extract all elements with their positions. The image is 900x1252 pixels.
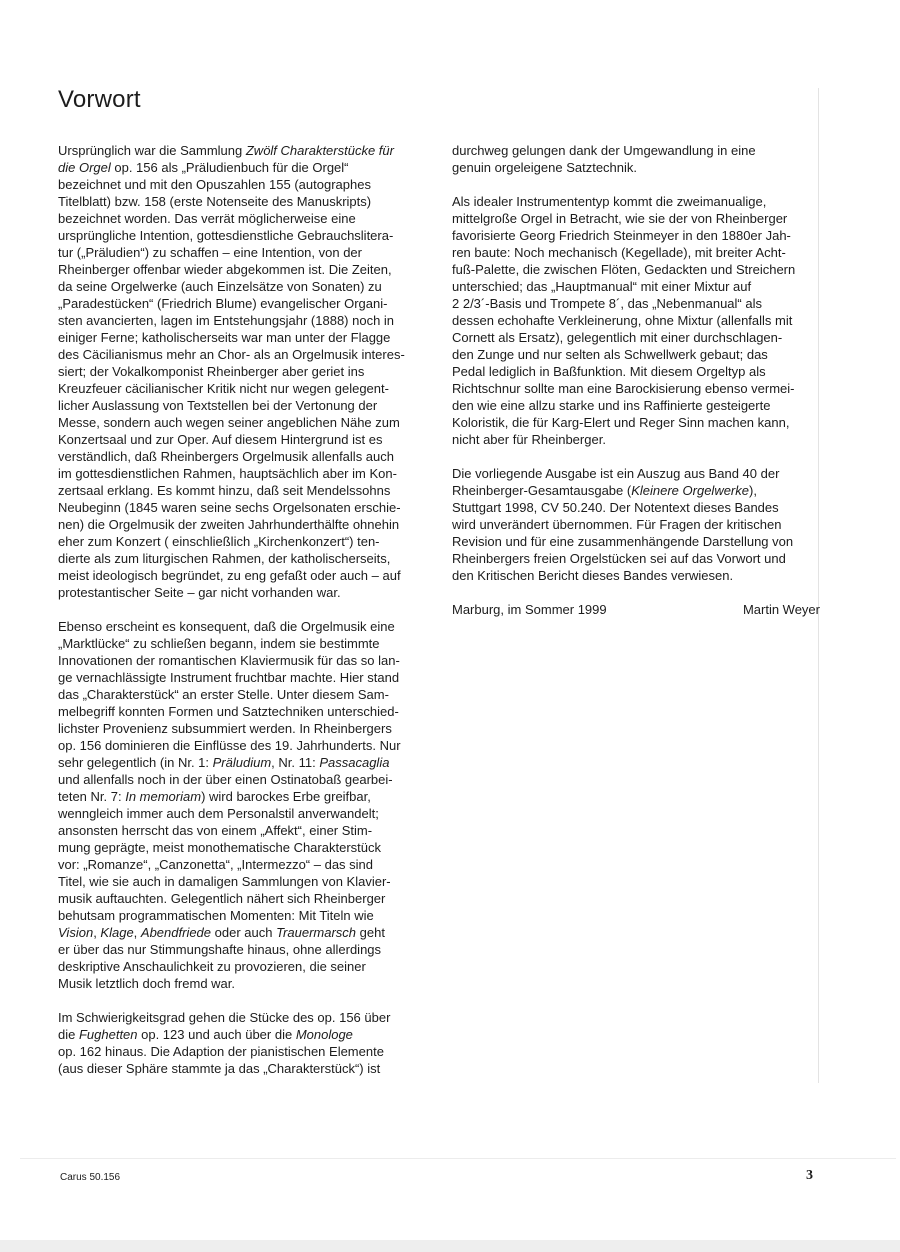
text-line: musik auftauchten. Gelegentlich nähert sich Rheinberger xyxy=(58,891,386,906)
text-line: des Cäcilianismus mehr an Chor- als an Orgelmusik interes- xyxy=(58,347,405,362)
italic-title: Klage xyxy=(100,925,134,940)
text-line: Die vorliegende Ausgabe ist ein Auszug aus Band 40 der xyxy=(452,466,780,481)
text-line: den Kritischen Bericht dieses Bandes verwiesen. xyxy=(452,568,734,583)
text-line: Koloristik, die für Karg-Elert und Reger Sinn machen kann, xyxy=(452,415,790,430)
text-line: Ursprünglich war die Sammlung Zwölf Charakterstücke für xyxy=(58,143,394,158)
text-line: siert; der Vokalkomponist Rheinberger aber geriet ins xyxy=(58,364,365,379)
text-line: er über das nur Stimmungshafte hinaus, ohne allerdings xyxy=(58,942,382,957)
paragraph-gap xyxy=(452,176,820,193)
signature-line xyxy=(452,601,820,618)
page-title: Vorwort xyxy=(58,86,141,113)
signature-place-date: Marburg, im Sommer 1999 xyxy=(452,602,607,617)
text-line: Kreuzfeuer cäcilianischer Kritik nicht nur wegen gelegent- xyxy=(58,381,389,396)
text-line: den Zunge und nur selten als Schwellwerk gebaut; das xyxy=(452,347,768,362)
text-line: op. 156 dominieren die Einflüsse des 19. Jahrhunderts. Nur xyxy=(58,738,401,753)
text-line: ge vernachlässigte Instrument fruchtbar machte. Hier stand xyxy=(58,670,400,685)
text-line: mittelgroße Orgel in Betracht, wie sie der von Rheinberger xyxy=(452,211,788,226)
italic-title: Abendfriede xyxy=(140,925,212,940)
text-line: die Orgel op. 156 als „Präludienbuch für die Orgel“ xyxy=(58,160,349,175)
text-line: Cornett als Ersatz), gelegentlich mit einer durchschlagen- xyxy=(452,330,783,345)
text-line: behutsam programmatischen Momenten: Mit Titeln wie xyxy=(58,908,374,923)
text-line: ursprüngliche Intention, gottesdienstliche Gebrauchslitera- xyxy=(58,228,394,243)
text-line: Neubeginn (1845 waren seine sechs Orgelsonaten erschie- xyxy=(58,500,401,515)
text-line: bezeichnet worden. Das verrät möglicherweise eine xyxy=(58,211,356,226)
paragraph xyxy=(452,465,820,584)
paragraph-gap xyxy=(452,448,820,465)
paragraph-gap xyxy=(452,584,820,601)
text-line: Pedal lediglich in Baßfunktion. Mit diesem Orgeltyp als xyxy=(452,364,766,379)
text-line: meist ideologisch begründet, zu eng gefaßt oder auch – auf xyxy=(58,568,401,583)
text-line: durchweg gelungen dank der Umgewandlung in eine xyxy=(452,143,756,158)
text-line: dierte als zum liturgischen Rahmen, der katholischerseits, xyxy=(58,551,391,566)
text-line: Innovationen der romantischen Klaviermusik für das so lan- xyxy=(58,653,400,668)
italic-title: Trauermarsch xyxy=(276,925,357,940)
italic-title: In memoriam xyxy=(125,789,202,804)
italic-title: Fughetten xyxy=(78,1027,138,1042)
text-line: Titel, wie sie auch in damaligen Sammlungen von Klavier- xyxy=(58,874,391,889)
paragraph xyxy=(58,142,430,601)
text-line: Konzertsaal und zur Oper. Auf diesem Hintergrund ist es xyxy=(58,432,383,447)
text-line: „Marktlücke“ zu schließen begann, indem sie bestimmte xyxy=(58,636,380,651)
text-line: vor: „Romanze“, „Canzonetta“, „Intermezzo“ – das sind xyxy=(58,857,374,872)
paragraph xyxy=(452,193,820,448)
text-line: ren baute: Noch mechanisch (Kegellade), mit breiter Acht- xyxy=(452,245,786,260)
text-line: melbegriff konnten Formen und Satztechniken unterschied- xyxy=(58,704,399,719)
italic-title: Monologe xyxy=(295,1027,353,1042)
text-line: protestantischer Seite – gar nicht vorhanden war. xyxy=(58,585,341,600)
footer-divider xyxy=(20,1158,896,1159)
paragraph xyxy=(58,1009,430,1077)
text-line: nen) die Orgelmusik der zweiten Jahrhunderthälfte ohnehin xyxy=(58,517,400,532)
text-line: 2 2/3´-Basis und Trompete 8´, das „Nebenmanual“ als xyxy=(452,296,762,311)
text-line: Rheinberger-Gesamtausgabe (Kleinere Orgelwerke), xyxy=(452,483,757,498)
text-line: Ebenso erscheint es konsequent, daß die Orgelmusik eine xyxy=(58,619,395,634)
left-column xyxy=(58,142,430,1077)
page-number: 3 xyxy=(806,1168,813,1183)
italic-title: Passacaglia xyxy=(319,755,390,770)
footer-catalog-number: Carus 50.156 xyxy=(60,1172,121,1183)
text-line: mung geprägte, meist monothematische Charakterstück xyxy=(58,840,381,855)
text-line: licher Auslassung von Textstellen bei der Vertonung der xyxy=(58,398,378,413)
text-line: Titelblatt) bzw. 158 (erste Notenseite des Manuskripts) xyxy=(58,194,372,209)
paragraph-gap xyxy=(58,992,430,1009)
italic-title: Vision xyxy=(58,925,94,940)
text-line: Stuttgart 1998, CV 50.240. Der Notentext dieses Bandes xyxy=(452,500,779,515)
text-line: genuin orgeleigene Satztechnik. xyxy=(452,160,638,175)
text-line: teten Nr. 7: In memoriam) wird barockes Erbe greifbar, xyxy=(58,789,371,804)
signature-author: Martin Weyer xyxy=(742,602,820,617)
text-line: ansonsten herrscht das von einem „Affekt“, einer Stim- xyxy=(58,823,373,838)
text-line: eher zum Konzert ( einschließlich „Kirchenkonzert“) ten- xyxy=(58,534,380,549)
paragraph-gap xyxy=(58,601,430,618)
text-line: und allenfalls noch in der über einen Ostinatobaß gearbei- xyxy=(58,772,393,787)
text-line: sehr gelegentlich (in Nr. 1: Präludium, Nr. 11: Passacaglia xyxy=(58,755,390,770)
text-line: fuß-Palette, die zwischen Flöten, Gedackten und Streichern xyxy=(452,262,796,277)
text-line: das „Charakterstück“ an erster Stelle. Unter diesem Sam- xyxy=(58,687,389,702)
text-line: Rheinberger offenbar wieder abgekommen ist. Die Zeiten, xyxy=(58,262,392,277)
text-line: tur („Präludien“) zu schaffen – eine Intention, von der xyxy=(58,245,362,260)
text-line: wird unverändert übernommen. Für Fragen der kritischen xyxy=(452,517,782,532)
italic-title: Präludium xyxy=(212,755,272,770)
right-column xyxy=(452,142,820,618)
text-line: Als idealer Instrumententyp kommt die zweimanualige, xyxy=(452,194,767,209)
text-line: op. 162 hinaus. Die Adaption der pianistischen Elemente xyxy=(58,1044,384,1059)
text-line: den wie eine allzu starke und ins Raffinierte gesteigerte xyxy=(452,398,771,413)
text-line: Revision und für eine zusammenhängende Darstellung von xyxy=(452,534,794,549)
text-line: Rheinbergers freien Orgelstücken sei auf das Vorwort und xyxy=(452,551,786,566)
text-line: verständlich, daß Rheinbergers Orgelmusik allenfalls auch xyxy=(58,449,394,464)
italic-title: Kleinere Orgelwerke xyxy=(631,483,749,498)
italic-title: die Orgel xyxy=(58,160,111,175)
text-line: sten avancierten, lagen im Entstehungsjahr (1888) noch in xyxy=(58,313,395,328)
text-line: bezeichnet und mit den Opuszahlen 155 (autographes xyxy=(58,177,371,192)
text-line: wenngleich immer auch dem Personalstil anverwandelt; xyxy=(58,806,379,821)
text-line: Vision, Klage, Abendfriede oder auch Trauermarsch geht xyxy=(58,925,385,940)
paragraph xyxy=(452,142,820,176)
text-line: da seine Orgelwerke (auch Einzelsätze von Sonaten) zu xyxy=(58,279,382,294)
text-line: Musik letztlich doch fremd war. xyxy=(58,976,236,991)
text-line: die Fughetten op. 123 und auch über die Monologe xyxy=(58,1027,353,1042)
text-line: im gottesdienstlichen Rahmen, hauptsächlich aber im Kon- xyxy=(58,466,397,481)
text-line: lichster Provenienz subsummiert werden. In Rheinbergers xyxy=(58,721,392,736)
text-line: (aus dieser Sphäre stammte ja das „Charakterstück“) ist xyxy=(58,1061,381,1076)
text-line: unterschied; das „Hauptmanual“ mit einer Mixtur auf xyxy=(452,279,752,294)
italic-title: Zwölf Charakterstücke für xyxy=(245,143,394,158)
text-line: dessen echohafte Verkleinerung, ohne Mixtur (allenfalls mit xyxy=(452,313,793,328)
text-line: Messe, sondern auch wegen seiner angeblichen Nähe zum xyxy=(58,415,400,430)
text-line: favorisierte Georg Friedrich Steinmeyer in den 1880er Jah- xyxy=(452,228,791,243)
text-line: einiger Ferne; katholischerseits war man unter der Flagge xyxy=(58,330,391,345)
text-line: zertsaal erklang. Es kommt hinzu, daß seit Mendelssohns xyxy=(58,483,391,498)
page-bottom-edge xyxy=(0,1240,900,1252)
text-line: deskriptive Anschaulichkeit zu provozieren, die seiner xyxy=(58,959,366,974)
text-line: Im Schwierigkeitsgrad gehen die Stücke des op. 156 über xyxy=(58,1010,391,1025)
text-line: „Paradestücken“ (Friedrich Blume) evangelischer Organi- xyxy=(58,296,388,311)
paragraph xyxy=(58,618,430,992)
text-line: Richtschnur sollte man eine Barockisierung ebenso vermei- xyxy=(452,381,795,396)
text-line: nicht aber für Rheinberger. xyxy=(452,432,606,447)
